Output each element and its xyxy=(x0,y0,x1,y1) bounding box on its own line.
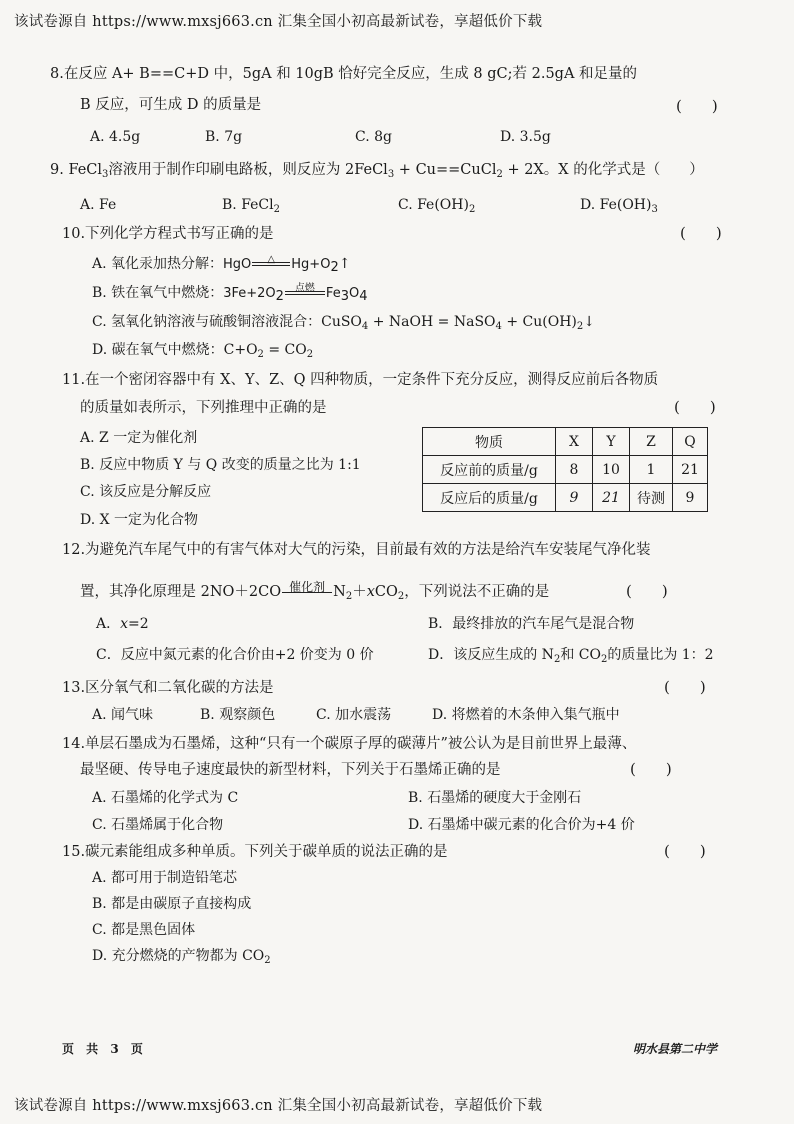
table-cell: 反应后的质量/g xyxy=(423,484,556,512)
q15-option-a: A. 都可用于制造铅笔芯 xyxy=(92,870,238,886)
q14-option-c: C. 石墨烯属于化合物 xyxy=(92,817,224,833)
q11-option-d: D. X 一定为化合物 xyxy=(80,512,199,528)
q11-option-a: A. Z 一定为催化剂 xyxy=(80,430,198,446)
q12-option-c: C．反应中氮元素的化合价由+2 价变为 0 价 xyxy=(96,647,374,663)
q14-line2: 最坚硬、传导电子速度最快的新型材料，下列关于石墨烯正确的是 xyxy=(80,762,501,778)
q8-option-c: C. 8g xyxy=(355,129,392,145)
q10-option-b: B. 铁在氧气中燃烧：3Fe+2O2 点燃 Fe3O4 xyxy=(92,283,368,304)
q13-option-b: B. 观察颜色 xyxy=(200,707,276,723)
table-cell: 21 xyxy=(593,484,630,512)
page-footer-school: 明水县第二中学 xyxy=(633,1042,718,1056)
table-cell: 1 xyxy=(630,456,673,484)
table-cell: Y xyxy=(593,428,630,456)
q14-line1: 14.单层石墨成为石墨烯，这种“只有一个碳原子厚的碳薄片”被公认为是目前世界上最薄、 xyxy=(62,736,637,752)
table-cell: X xyxy=(556,428,593,456)
table-cell: 8 xyxy=(556,456,593,484)
q9-stem: 9. FeCl$_3$溶液用于制作印刷电路板，则反应为 2FeCl$_3$ + Cu==CuCl$_2$ + 2X。X 的化学式是（ ） xyxy=(50,162,704,180)
q9-option-c: C. $Fe(OH)_2$ xyxy=(398,197,476,215)
q8-line1: 8.在反应 A+ B==C+D 中，5gA 和 10gB 恰好完全反应，生成 8 gC;若 2.5gA 和足量的 xyxy=(50,66,638,82)
table-cell: 10 xyxy=(593,456,630,484)
table-cell: 反应前的质量/g xyxy=(423,456,556,484)
q10-option-d: D. 碳在氧气中燃烧：$C+O_2 = CO_2$ xyxy=(92,342,314,360)
table-cell: 9 xyxy=(556,484,593,512)
table-cell: Q xyxy=(673,428,708,456)
q11-option-b: B. 反应中物质 Y 与 Q 改变的质量之比为 1:1 xyxy=(80,457,361,473)
q12-line2: 置，其净化原理是 2NO＋2CO 催化剂 $N_2+xCO_2$，下列说法不正确的是 xyxy=(80,579,550,602)
q12-answer-paren: ( ) xyxy=(626,582,668,600)
q12-option-a: A．x=2 xyxy=(96,616,149,632)
q13-option-c: C. 加水震荡 xyxy=(316,707,392,723)
q15-answer-paren: ( ) xyxy=(664,842,706,860)
q11-line1: 11.在一个密闭容器中有 X、Y、Z、Q 四种物质，一定条件下充分反应，测得反应前后各物质 xyxy=(62,372,659,388)
q8-option-d: D. 3.5g xyxy=(500,129,551,145)
q11-answer-paren: ( ) xyxy=(674,398,716,416)
q14-option-a: A. 石墨烯的化学式为 C xyxy=(92,790,239,806)
q11-line2: 的质量如表所示，下列推理中正确的是 xyxy=(80,400,327,416)
q14-option-b: B. 石墨烯的硬度大于金刚石 xyxy=(408,790,582,806)
q13-option-a: A. 闻气味 xyxy=(92,707,154,723)
q8-answer-paren: ( ) xyxy=(676,97,718,115)
table-row-before xyxy=(423,456,708,484)
q13-option-d: D. 将燃着的木条伸入集气瓶中 xyxy=(432,707,620,723)
q10-stem: 10.下列化学方程式书写正确的是 xyxy=(62,226,274,242)
q10-answer-paren: ( ) xyxy=(680,224,722,242)
table-cell: 待测 xyxy=(630,484,673,512)
q15-option-c: C. 都是黑色固体 xyxy=(92,922,196,938)
table-cell: 21 xyxy=(673,456,708,484)
q10-option-a: A. 氧化汞加热分解：HgO △ Hg+O2↑ xyxy=(92,254,351,275)
q15-option-b: B. 都是由碳原子直接构成 xyxy=(92,896,252,912)
q14-answer-paren: ( ) xyxy=(630,760,672,778)
q11-mass-table xyxy=(422,427,708,512)
q14-option-d: D. 石墨烯中碳元素的化合价为+4 价 xyxy=(408,817,635,833)
q15-option-d: D. 充分燃烧的产物都为 $CO_2$ xyxy=(92,948,271,966)
q10-option-c: C. 氢氧化钠溶液与硫酸铜溶液混合：CuSO$_4$ + NaOH = NaSO$_4$ + $Cu(OH)_2↓$ xyxy=(92,314,595,332)
q9-option-d: D. $Fe(OH)_3$ xyxy=(580,197,658,215)
q12-option-b: B．最终排放的汽车尾气是混合物 xyxy=(428,616,635,632)
table-cell: Z xyxy=(630,428,673,456)
q13-answer-paren: ( ) xyxy=(664,678,706,696)
page-footer-count: 页 共 3 页 xyxy=(62,1042,147,1056)
table-cell: 9 xyxy=(673,484,708,512)
q8-line2: B 反应，可生成 D 的质量是 xyxy=(80,97,262,113)
q11-option-c: C. 该反应是分解反应 xyxy=(80,484,212,500)
table-row-header xyxy=(423,428,708,456)
q8-option-a: A. 4.5g xyxy=(90,129,141,145)
watermark-bottom: 该试卷源自 https://www.mxsj663.cn 汇集全国小初高最新试卷，享超低价下载 xyxy=(14,1098,543,1114)
table-cell: 物质 xyxy=(423,428,556,456)
q9-option-b: B. FeCl$_2$ xyxy=(222,197,280,215)
q9-option-a: A. Fe xyxy=(80,197,117,213)
q8-option-b: B. 7g xyxy=(205,129,243,145)
q13-stem: 13.区分氧气和二氧化碳的方法是 xyxy=(62,680,274,696)
q12-line1: 12.为避免汽车尾气中的有害气体对大气的污染，目前最有效的方法是给汽车安装尾气净化装 xyxy=(62,542,651,558)
watermark-top: 该试卷源自 https://www.mxsj663.cn 汇集全国小初高最新试卷，享超低价下载 xyxy=(14,14,543,30)
q15-stem: 15.碳元素能组成多种单质。下列关于碳单质的说法正确的是 xyxy=(62,844,448,860)
table-row-after xyxy=(423,484,708,512)
q12-option-d: D．该反应生成的 $N_2$和 $CO_2$的质量比为 1：2 xyxy=(428,647,714,665)
